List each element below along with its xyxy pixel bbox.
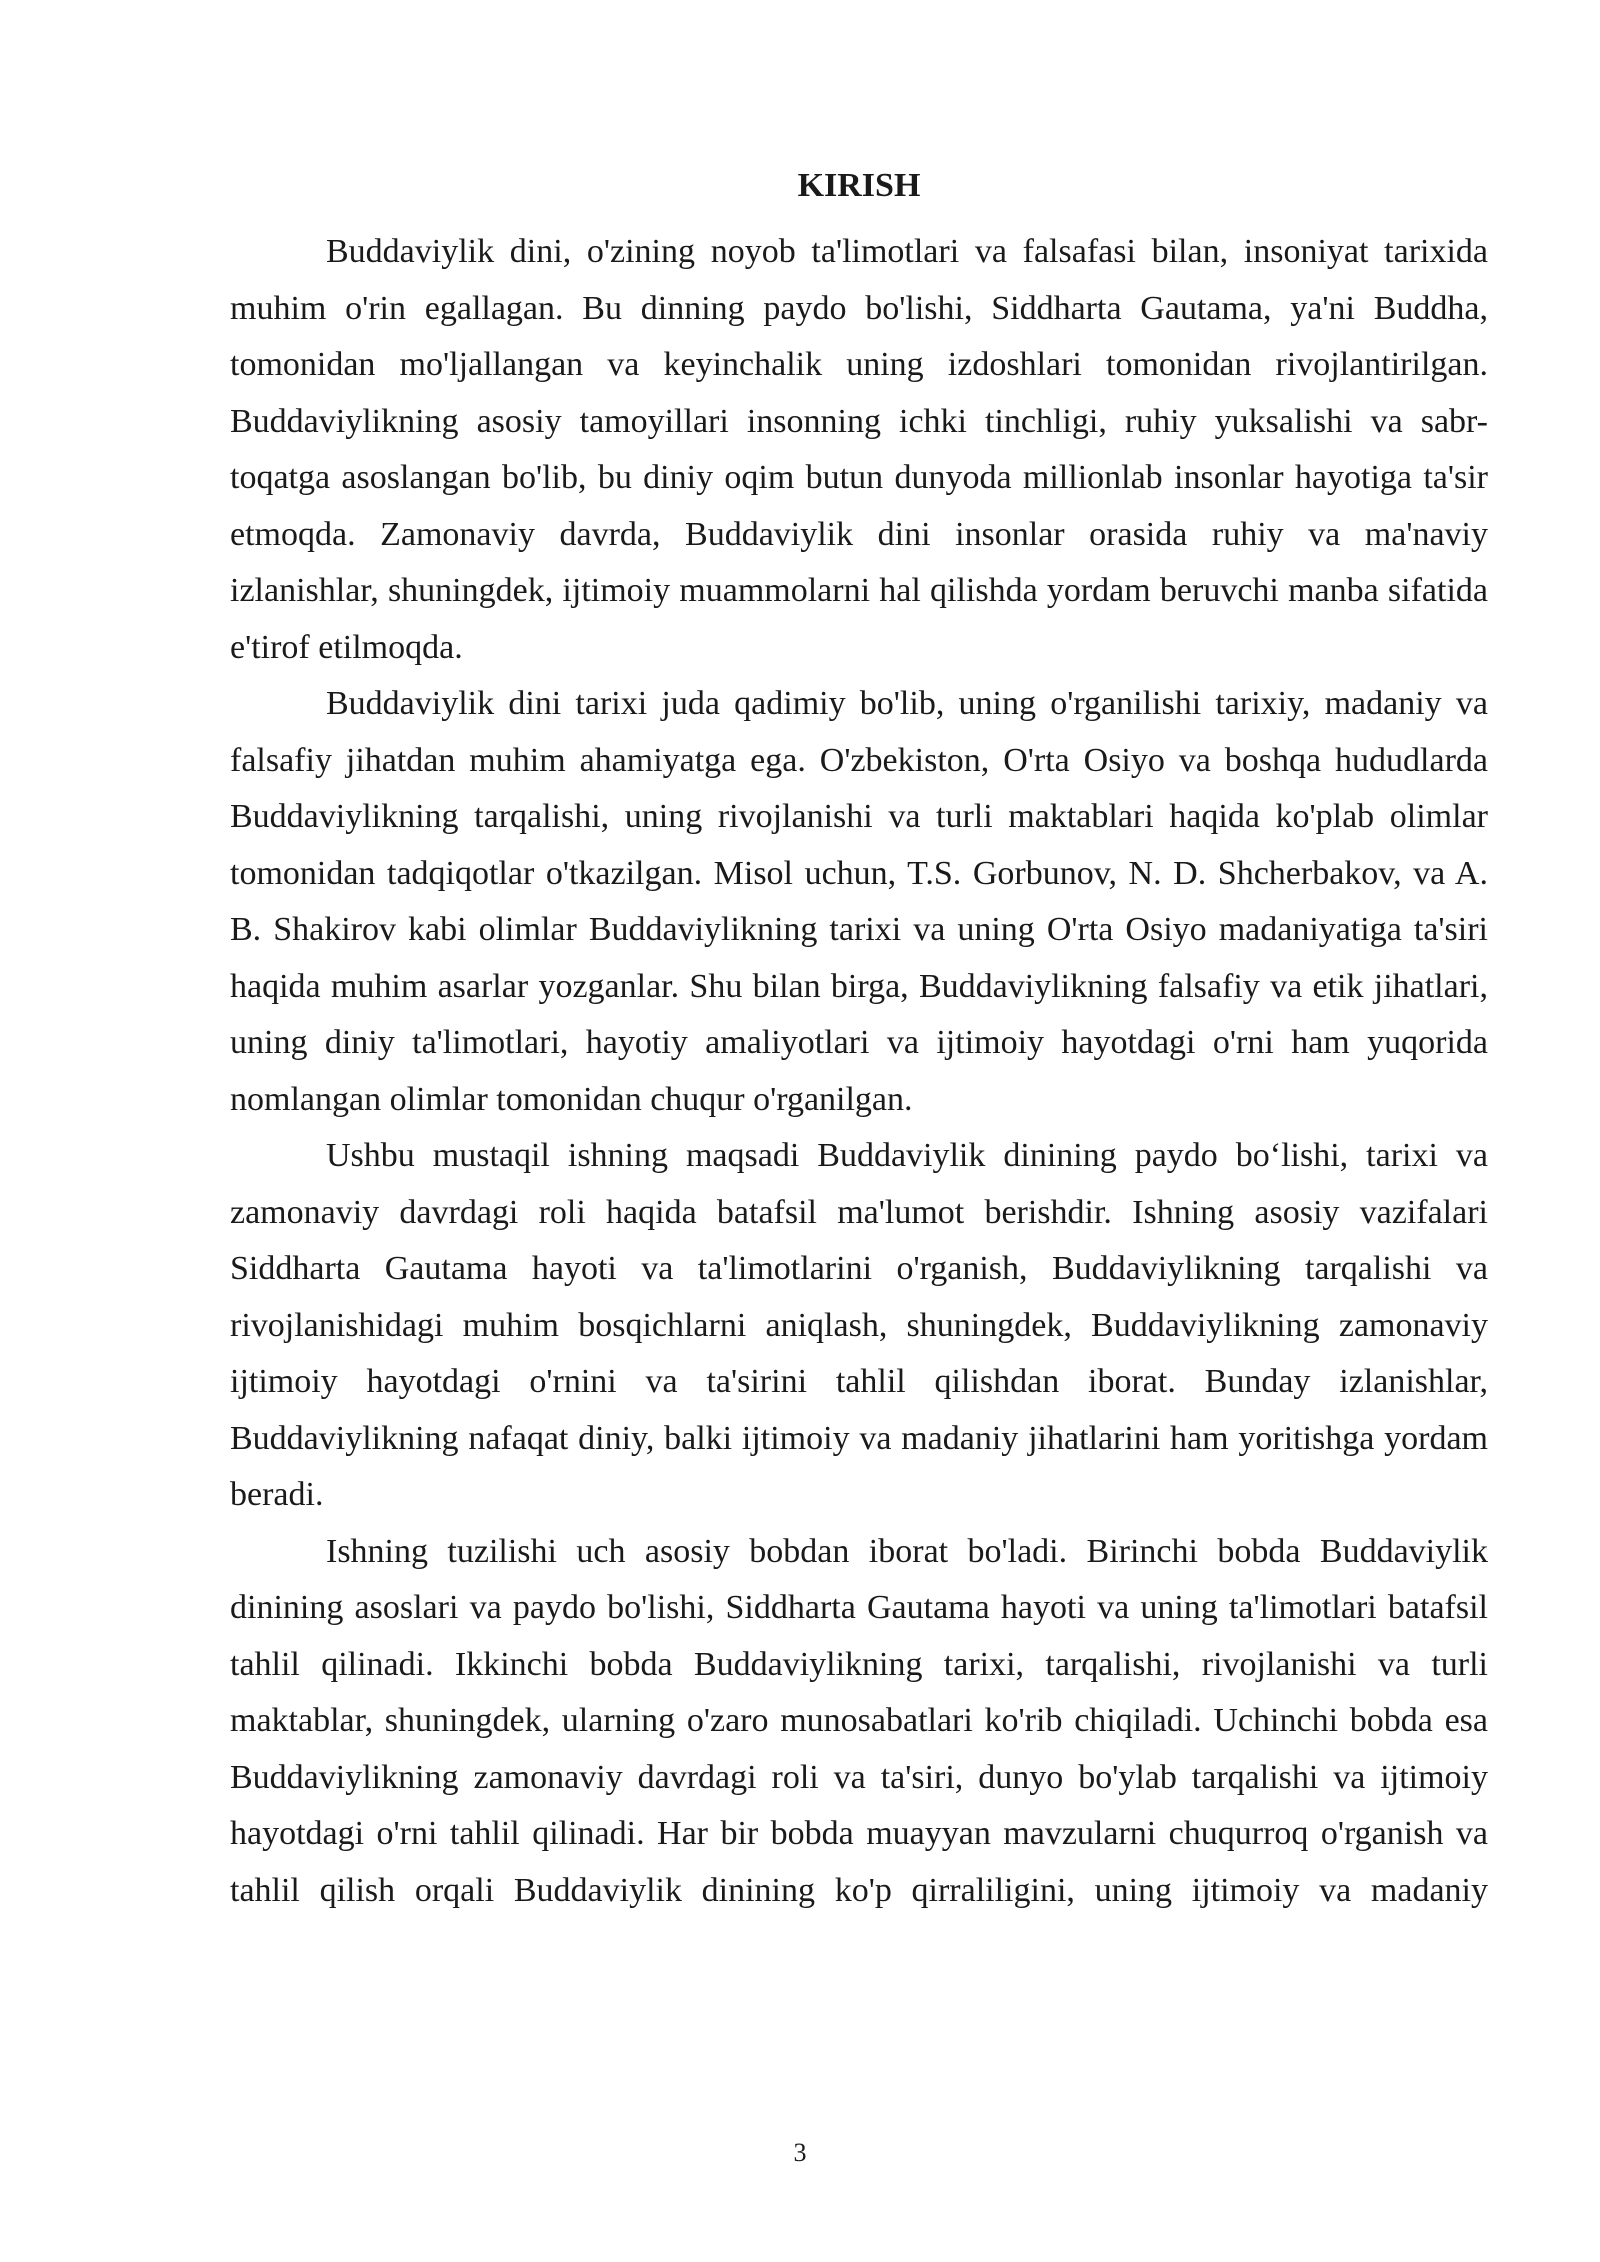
section-title: KIRISH xyxy=(797,167,921,204)
paragraph-introduction: Buddaviylik dini, o'zining noyob ta'limotlari va falsafasi bilan, insoniyat tarixida muhim o'rin egallagan. Bu dinning paydo bo'lishi, Siddharta Gautama, ya'ni Buddha, tomonidan mo'ljallangan va keyinchalik uning izdoshlari tomonidan rivojlantirilgan. Buddaviylikning asosiy tamoyillari insonning ichki tinchligi, ruhiy yuksalishi va sabr-toqatga asoslangan bo'lib, bu diniy oqim butun dunyoda millionlab insonlar hayotiga ta'sir etmoqda. Zamonaviy davrda, Buddaviylik dini insonlar orasida ruhiy va ma'naviy izlanishlar, shuningdek, ijtimoiy muammolarni hal qilishda yordam beruvchi manba sifatida e'tirof etilmoqda. xyxy=(230,233,1488,666)
paragraph-history: Buddaviylik dini tarixi juda qadimiy bo'lib, uning o'rganilishi tarixiy, madaniy va falsafiy jihatdan muhim ahamiyatga ega. O'zbekiston, O'rta Osiyo va boshqa hududlarda Buddaviylikning tarqalishi, uning rivojlanishi va turli maktablari haqida ko'plab olimlar tomonidan tadqiqotlar o'tkazilgan. Misol uchun, T.S. Gorbunov, N. D. Shcherbakov, va A. B. Shakirov kabi olimlar Buddaviylikning tarixi va uning O'rta Osiyo madaniyatiga ta'siri haqida muhim asarlar yozganlar. Shu bilan birga, Buddaviylikning falsafiy va etik jihatlari, uning diniy ta'limotlari, hayotiy amaliyotlari va ijtimoiy hayotdagi o'rni ham yuqorida nomlangan olimlar tomonidan chuqur o'rganilgan. xyxy=(230,685,1488,1118)
page-content xyxy=(230,158,1488,1919)
page-number: 3 xyxy=(793,2138,807,2167)
paragraph-goal: Ushbu mustaqil ishning maqsadi Buddaviylik dinining paydo bo‘lishi, tarixi va zamonaviy davrdagi roli haqida batafsil ma'lumot berishdir. Ishning asosiy vazifalari Siddharta Gautama hayoti va ta'limotlarini o'rganish, Buddaviylikning tarqalishi va rivojlanishidagi muhim bosqichlarni aniqlash, shuningdek, Buddaviylikning zamonaviy ijtimoiy hayotdagi o'rnini va ta'sirini tahlil qilishdan iborat. Bunday izlanishlar, Buddaviylikning nafaqat diniy, balki ijtimoiy va madaniy jihatlarini ham yoritishga yordam beradi. xyxy=(230,1137,1488,1513)
paragraph-structure: Ishning tuzilishi uch asosiy bobdan iborat bo'ladi. Birinchi bobda Buddaviylik dinining asoslari va paydo bo'lishi, Siddharta Gautama hayoti va uning ta'limotlari batafsil tahlil qilinadi. Ikkinchi bobda Buddaviylikning tarixi, tarqalishi, rivojlanishi va turli maktablar, shuningdek, ularning o'zaro munosabatlari ko'rib chiqiladi. Uchinchi bobda esa Buddaviylikning zamonaviy davrdagi roli va ta'siri, dunyo bo'ylab tarqalishi va ijtimoiy hayotdagi o'rni tahlil qilinadi. Har bir bobda muayyan mavzularni chuqurroq o'rganish va tahlil qilish orqali Buddaviylik dinining ko'p qirraliligini, uning ijtimoiy va madaniy xyxy=(230,1532,1488,1909)
